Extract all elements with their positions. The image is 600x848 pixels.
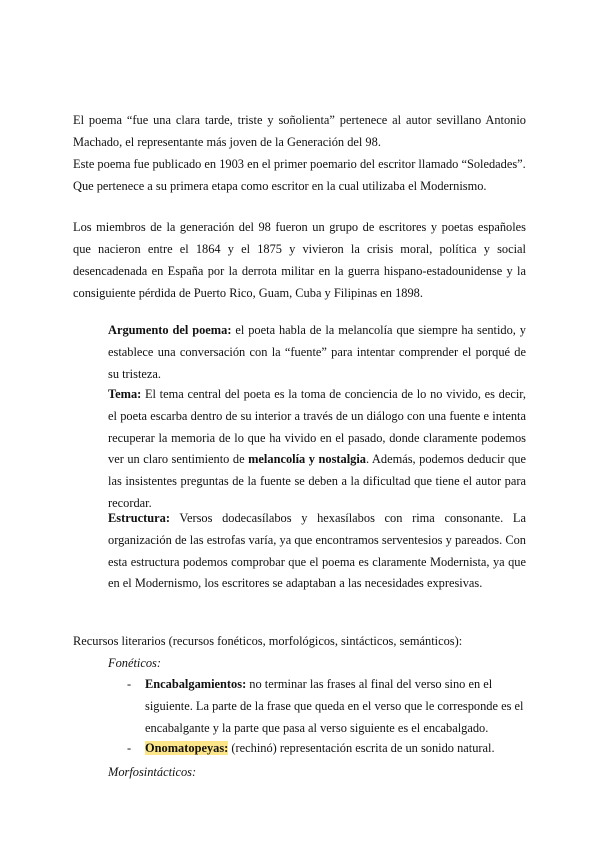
tema-label: Tema: [108, 387, 142, 401]
list-dash: - [127, 677, 132, 691]
list-item-term-highlighted: Onomatopeyas: [145, 741, 229, 755]
list-item-onomatopeyas [145, 738, 526, 760]
list-item-term: Encabalgamientos: [145, 677, 247, 691]
list-dash: - [127, 741, 132, 755]
intro-line-3: Que pertenece a su primera etapa como escritor en la cual utilizaba el Modernismo. [73, 179, 487, 193]
argumento-label: Argumento del poema: [108, 323, 232, 337]
intro-line-2: Este poema fue publicado en 1903 en el primer poemario del escritor llamado “Soledades”. [73, 157, 526, 171]
list-item-text: no terminar las frases al final del verso sino en el siguiente. La parte de la frase que queda en el verso que le corresponde es el encabalgante y la parte que pasa al verso siguiente es el encabalgado. [145, 677, 524, 735]
recursos-heading: Recursos literarios (recursos fonéticos, morfológicos, sintácticos, semánticos): [73, 634, 463, 648]
estructura-text: Versos dodecasílabos y hexasílabos con rima consonante. La organización de las estrofas varía, ya que encontramos serventesios y pareados. Con esta estructura podemos comprobar que el poema es claramente Modernista, ya que en el Modernismo, los escritores se adaptaban a las necesidades expresivas. [108, 511, 526, 591]
tema-paragraph [108, 384, 526, 515]
intro-paragraph [73, 109, 526, 197]
argumento-paragraph [108, 320, 526, 385]
tema-text-before: El tema central del poeta es la toma de conciencia de lo no vivido, es decir, el poeta escarba dentro de su interior a través de un diálogo con una fuente e intenta recuperar la memoria de lo que ha vivido en el pasado, donde claramente podemos ver un claro sentimiento de [108, 387, 526, 467]
estructura-label: Estructura: [108, 511, 170, 525]
tema-text-after: . Además, podemos deducir que las insistentes preguntas de la fuente se deben a la dificultad que tiene el autor para recordar. [108, 452, 526, 510]
tema-bold-phrase: melancolía y nostalgia [248, 452, 366, 467]
estructura-paragraph [108, 508, 526, 595]
foneticos-label: Fonéticos: [108, 656, 161, 670]
argumento-text: el poeta habla de la melancolía que siempre ha sentido, y establece una conversación con la “fuente” para intentar comprender el porqué de su tristeza. [108, 323, 526, 381]
generation-paragraph: Los miembros de la generación del 98 fueron un grupo de escritores y poetas españoles que nacieron entre el 1864 y el 1875 y vivieron la crisis moral, política y social desencadenada en España por la derrota militar en la guerra hispano-estadounidense y la consiguiente pérdida de Puerto Rico, Guam, Cuba y Filipinas en 1898. [73, 220, 526, 300]
morfosintacticos-label: Morfosintácticos: [108, 765, 197, 779]
list-item-encabalgamientos [145, 674, 526, 739]
list-item-text: (rechinó) representación escrita de un sonido natural. [228, 741, 495, 755]
intro-line-1: El poema “fue una clara tarde, triste y soñolienta” pertenece al autor sevillano Antonio Machado, el representante más joven de la Generación del 98. [73, 113, 526, 149]
